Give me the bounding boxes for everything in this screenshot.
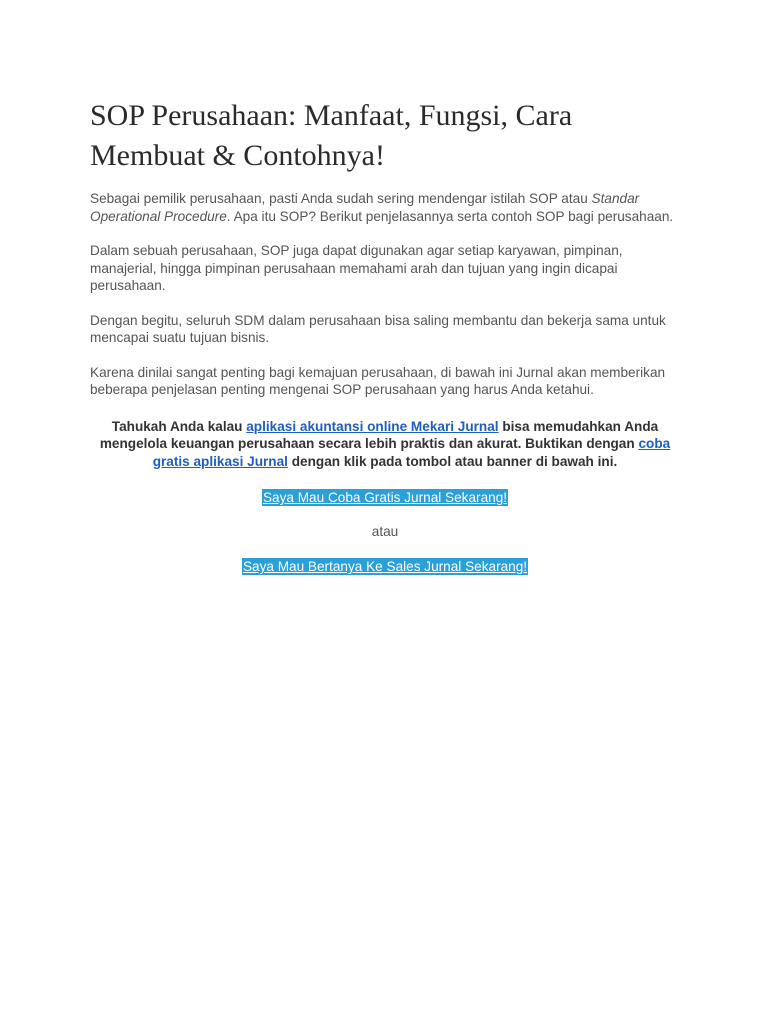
link-mekari-jurnal[interactable]: aplikasi akuntansi online Mekari Jurnal xyxy=(246,418,499,434)
link-free-trial[interactable]: coba gratis aplikasi Jurnal xyxy=(152,436,671,469)
callout-text-3: dengan klik pada tombol atau banner di bawah ini. xyxy=(287,453,618,469)
article-content xyxy=(90,96,680,576)
cta-sales-container xyxy=(90,558,680,576)
paragraph-sdm: Dengan begitu, seluruh SDM dalam perusahaan bisa saling membantu dan bekerja sama untuk mencapai suatu tujuan bisnis. xyxy=(90,312,666,345)
intro-paragraph xyxy=(90,190,680,225)
separator-text: atau xyxy=(371,524,399,539)
intro-text-start: Sebagai pemilik perusahaan, pasti Anda sudah sering mendengar istilah SOP atau xyxy=(90,191,592,206)
cta-contact-sales-button[interactable]: Saya Mau Bertanya Ke Sales Jurnal Sekarang! xyxy=(242,559,528,574)
intro-text-end: . Apa itu SOP? Berikut penjelasannya serta contoh SOP bagi perusahaan. xyxy=(226,208,674,224)
intro-italic-term: Standar Operational Procedure xyxy=(90,191,640,224)
callout-text-1: Tahukah Anda kalau xyxy=(111,418,247,434)
callout-text-2: bisa memudahkan Anda mengelola keuangan perusahaan secara lebih praktis dan akurat. Buktikan dengan xyxy=(99,418,659,451)
paragraph-importance: Karena dinilai sangat penting bagi kemajuan perusahaan, di bawah ini Jurnal akan memberikan beberapa penjelasan penting mengenai SOP perusahaan yang harus Anda ketahui. xyxy=(90,364,666,397)
article-title: SOP Perusahaan: Manfaat, Fungsi, Cara Membuat & Contohnya! xyxy=(90,99,573,172)
paragraph-sop-usage: Dalam sebuah perusahaan, SOP juga dapat digunakan agar setiap karyawan, pimpinan, manajerial, hingga pimpinan perusahaan memahami arah dan tujuan yang ingin dicapai perusahaan. xyxy=(90,243,623,293)
cta-trial-container xyxy=(90,489,680,507)
promo-callout xyxy=(90,418,680,471)
cta-free-trial-button[interactable]: Saya Mau Coba Gratis Jurnal Sekarang! xyxy=(262,490,508,505)
